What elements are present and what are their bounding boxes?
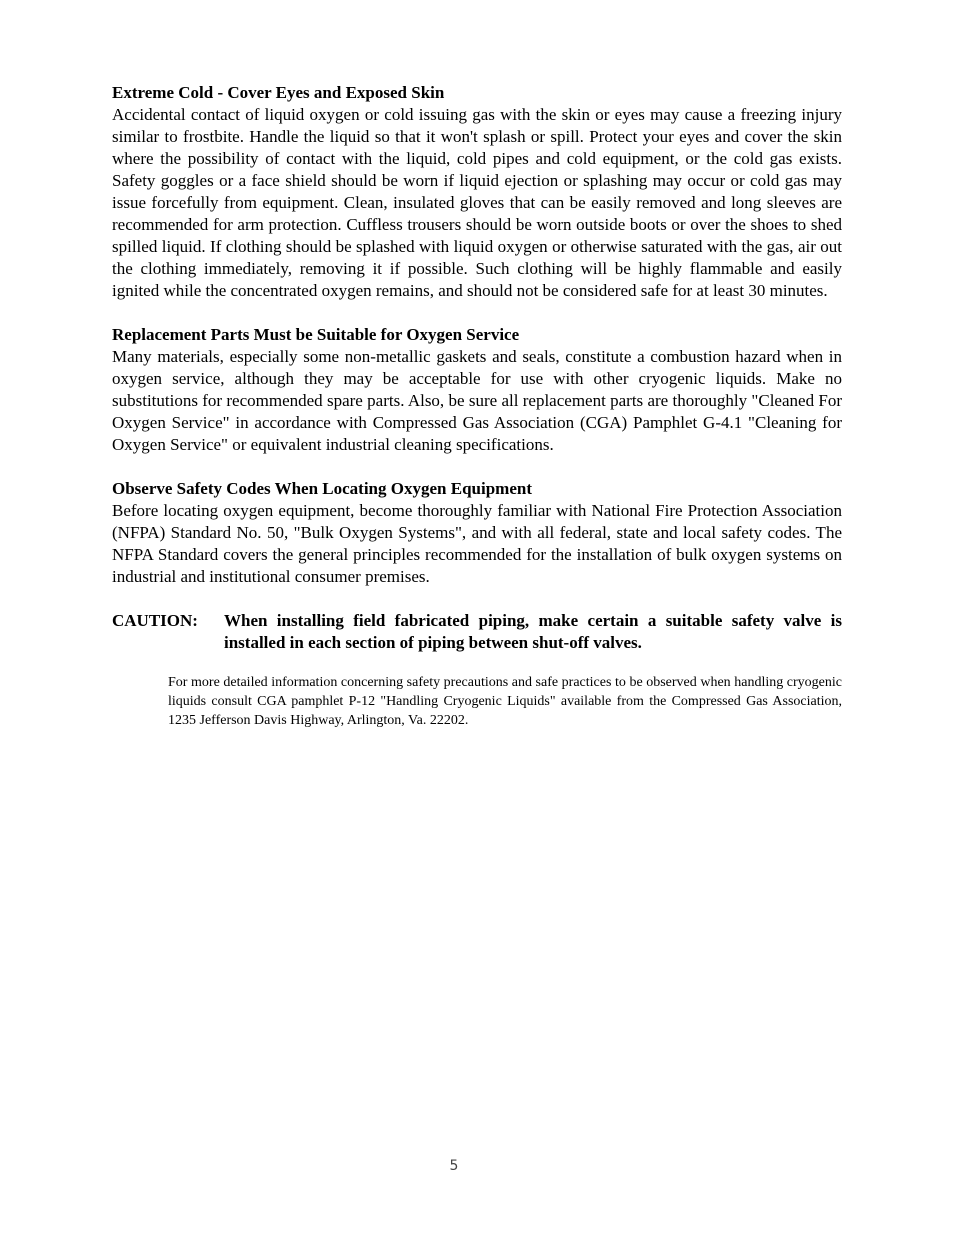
caution-text: When installing field fabricated piping, make certain a suitable safety valve is installed in each section of piping between shut-off valves. <box>224 611 842 652</box>
caution-label: CAUTION: <box>112 611 198 630</box>
section-body: Accidental contact of liquid oxygen or cold issuing gas with the skin or eyes may cause a freezing injury similar to frostbite. Handle the liquid so that it won't splash or spill. Protect your eyes and cover the skin where the possibility of contact with the liquid, cold pipes and cold equipment, or the cold gas exists. Safety goggles or a face shield should be worn if liquid ejection or splashing may occur or cold gas may issue forcefully from equipment. Clean, insulated gloves that can be easily removed and long sleeves are recommended for arm protection. Cuffless trousers should be worn outside boots or over the shoes to shed spilled liquid. If clothing should be splashed with liquid oxygen or otherwise saturated with the gas, air out the clothing immediately, removing it if possible. Such clothing will be highly flammable and easily ignited while the concentrated oxygen remains, and should not be considered safe for at least 30 minutes. <box>112 105 842 300</box>
reference-note: For more detailed information concerning safety precautions and safe practices to be observed when handling cryogenic liquids consult CGA pamphlet P-12 "Handling Cryogenic Liquids" available from the Compressed Gas Association, 1235 Jefferson Davis Highway, Arlington, Va. 22202. <box>168 675 842 728</box>
section-safety-codes <box>112 478 842 588</box>
section-heading: Replacement Parts Must be Suitable for Oxygen Service <box>112 325 520 344</box>
section-extreme-cold <box>112 82 842 302</box>
section-body: Before locating oxygen equipment, become thoroughly familiar with National Fire Protection Association (NFPA) Standard No. 50, "Bulk Oxygen Systems", and with all federal, state and local safety codes. The NFPA Standard covers the general principles recommended for the installation of bulk oxygen systems on industrial and institutional consumer premises. <box>112 501 842 586</box>
section-replacement-parts <box>112 324 842 456</box>
section-heading: Observe Safety Codes When Locating Oxygen Equipment <box>112 479 532 498</box>
document-page <box>112 82 842 744</box>
section-body: Many materials, especially some non-metallic gaskets and seals, constitute a combustion hazard when in oxygen service, although they may be acceptable for use with other cryogenic liquids. Make no substitutions for recommended spare parts. Also, be sure all replacement parts are thoroughly "Cleaned For Oxygen Service" in accordance with Compressed Gas Association (CGA) Pamphlet G-4.1 "Cleaning for Oxygen Service" or equivalent industrial cleaning specifications. <box>112 347 842 454</box>
caution-block <box>112 610 842 654</box>
section-heading: Extreme Cold - Cover Eyes and Exposed Skin <box>112 83 445 102</box>
page-number: 5 <box>449 1158 459 1174</box>
